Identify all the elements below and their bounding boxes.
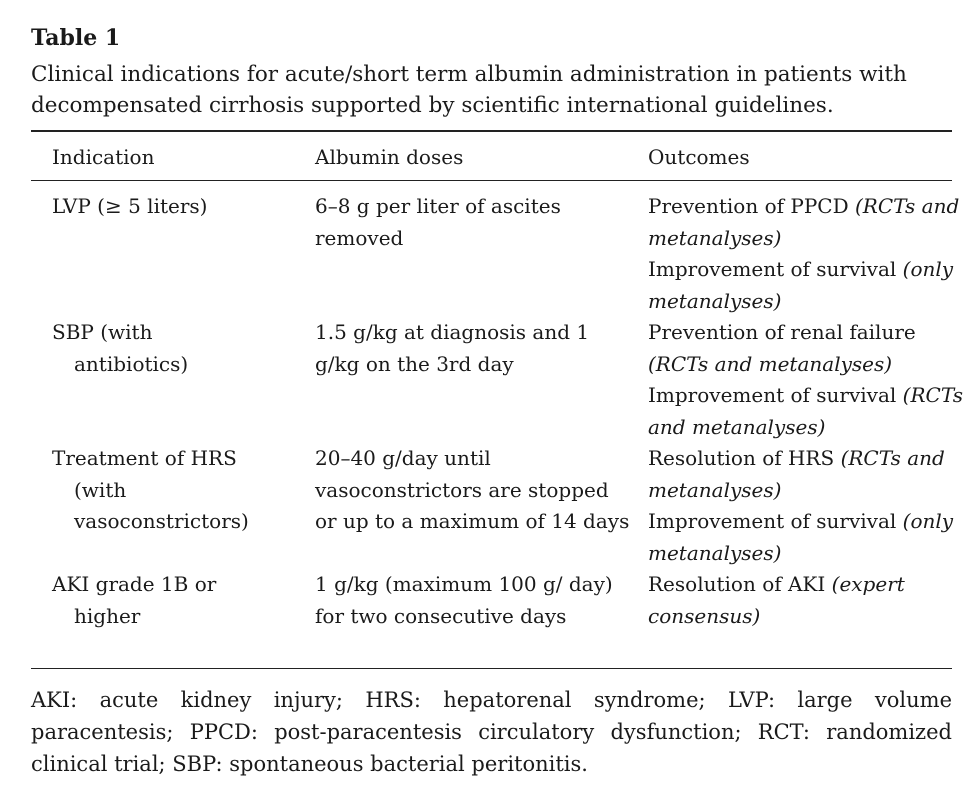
outcome-item: Improvement of survival (only metanalyses) <box>648 257 954 313</box>
evidence-label: (only metanalyses) <box>648 509 954 565</box>
evidence-label: (RCTs and metanalyses) <box>648 446 945 502</box>
column-header-indication: Indication <box>52 145 155 169</box>
evidence-label: (RCTs and metanalyses) <box>648 383 963 439</box>
outcome-cell <box>648 317 968 443</box>
dose-cell: 1 g/kg (maximum 100 g/ day) for two consecutive days <box>315 572 613 628</box>
outcome-item: Prevention of renal failure (RCTs and metanalyses) <box>648 320 916 376</box>
indication-cell: Treatment of HRS (with vasoconstrictors) <box>52 446 249 533</box>
column-header-outcomes: Outcomes <box>648 145 750 169</box>
indication-cell: LVP (≥ 5 liters) <box>52 194 208 218</box>
column-header-albumin-doses: Albumin doses <box>315 145 464 169</box>
table-bottom-rule <box>31 668 952 669</box>
outcome-item: Improvement of survival (only metanalyses) <box>648 509 954 565</box>
outcome-item: Resolution of AKI (expert consensus) <box>648 572 905 628</box>
indication-cell: SBP (with antibiotics) <box>52 320 189 376</box>
outcome-cell <box>648 569 928 632</box>
dose-cell: 6–8 g per liter of ascites removed <box>315 194 561 250</box>
outcome-item: Prevention of PPCD (RCTs and metanalyses) <box>648 194 960 250</box>
table-caption: Clinical indications for acute/short term albumin administration in patients with decompensated cirrhosis supported by scientific international guidelines. <box>31 62 907 118</box>
dose-cell: 1.5 g/kg at diagnosis and 1 g/kg on the 3rd day <box>315 320 590 376</box>
outcome-cell <box>648 443 968 569</box>
dose-cell: 20–40 g/day until vasoconstrictors are stopped or up to a maximum of 14 days <box>315 446 630 533</box>
table-header-rule <box>31 180 952 181</box>
outcome-item: Resolution of HRS (RCTs and metanalyses) <box>648 446 945 502</box>
evidence-label: (expert consensus) <box>648 572 905 628</box>
outcome-cell <box>648 191 968 317</box>
table-footnote: AKI: acute kidney injury; HRS: hepatorenal syndrome; LVP: large volume paracentesis; PPCD: post-paracentesis circulatory dysfunction; RCT: randomized clinical trial; SBP: spontaneous bacterial peritonitis. <box>31 688 952 776</box>
table-label: Table 1 <box>31 25 121 51</box>
indication-cell: AKI grade 1B or higher <box>52 572 217 628</box>
outcome-item: Improvement of survival (RCTs and metanalyses) <box>648 383 963 439</box>
evidence-label: (RCTs and metanalyses) <box>648 351 893 376</box>
evidence-label: (only metanalyses) <box>648 257 954 313</box>
table-top-rule <box>31 130 952 132</box>
evidence-label: (RCTs and metanalyses) <box>648 194 960 250</box>
